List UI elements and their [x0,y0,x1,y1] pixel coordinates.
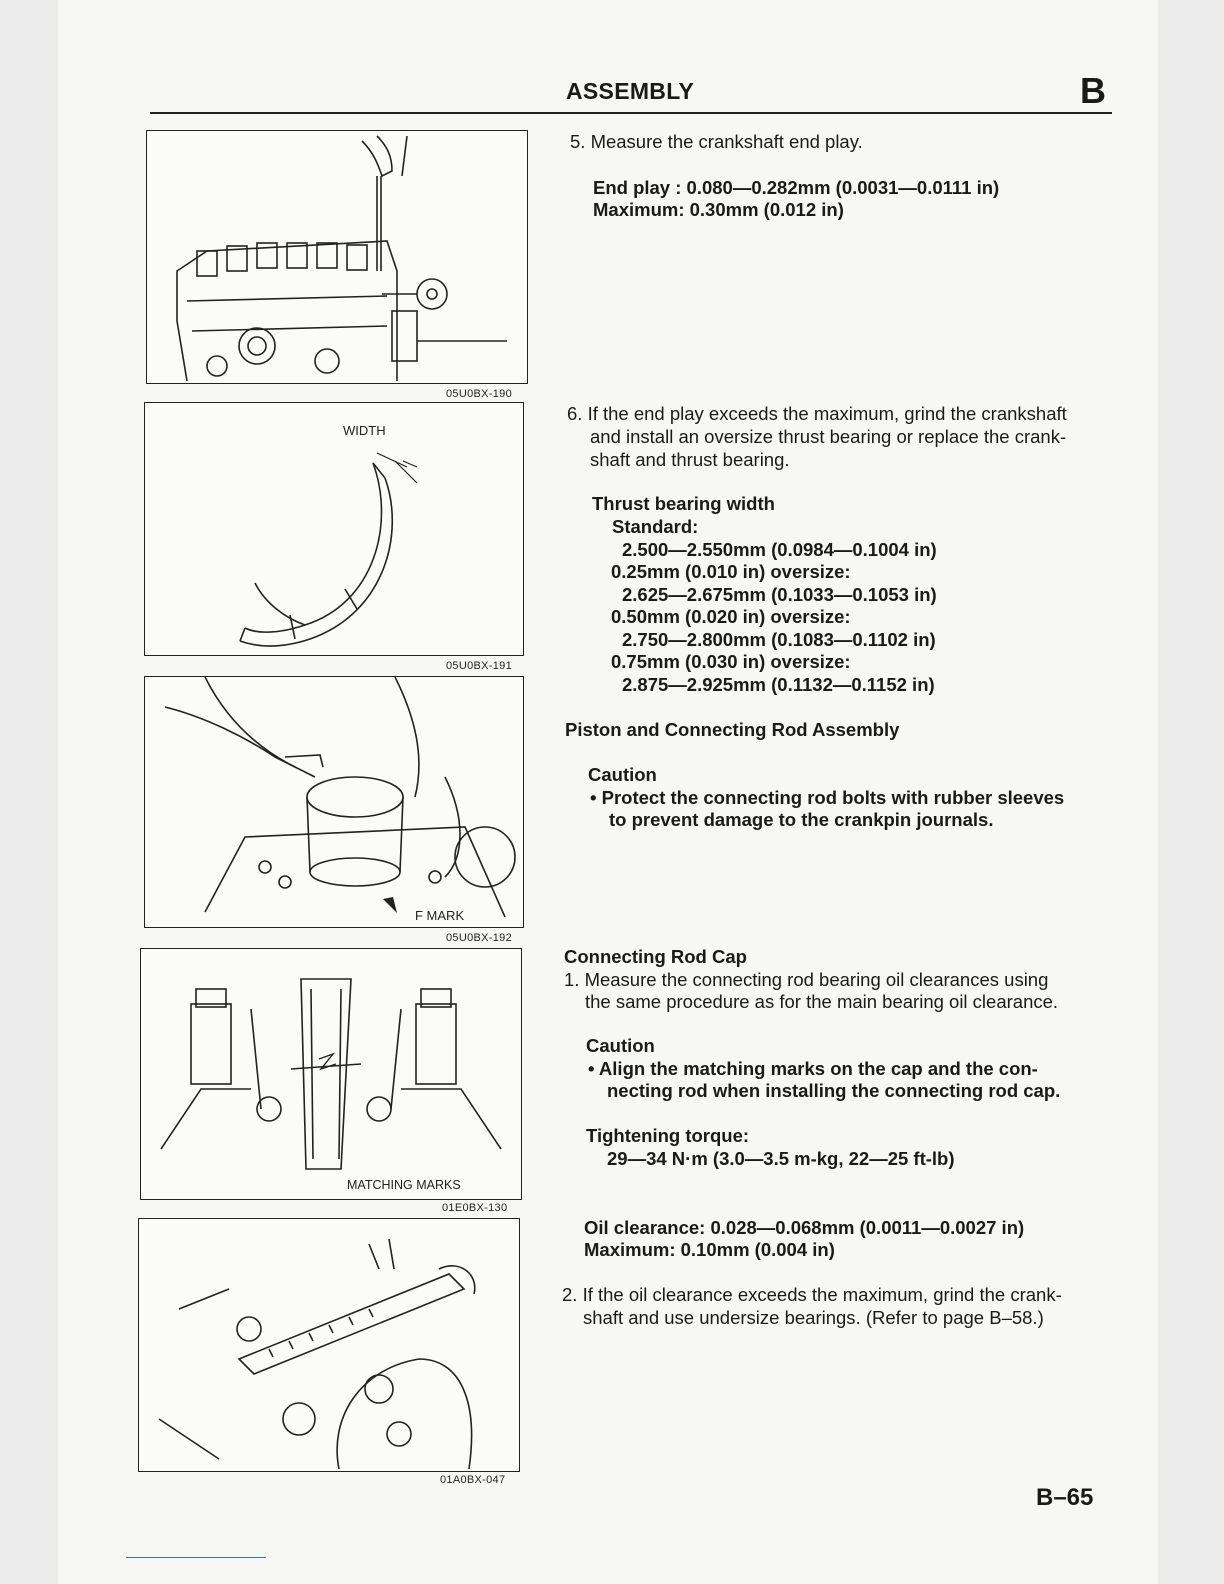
section-letter: B [1080,70,1106,111]
thrust-bearing-illustration [145,403,523,655]
link-underline [126,1557,266,1558]
end-play-max: Maximum: 0.30mm (0.012 in) [593,199,844,220]
step-5: 5. Measure the crankshaft end play. [570,131,863,152]
end-play-spec: End play : 0.080—0.282mm (0.0031—0.0111 in) [593,177,1000,198]
rodcap-caution: Caution [586,1035,655,1056]
torque-value: 29—34 N·m (3.0—3.5 m-kg, 22—25 ft-lb) [607,1148,955,1169]
rodcap-step2-line2: shaft and use undersize bearings. (Refer to page B–58.) [583,1307,1044,1328]
width-label: WIDTH [343,423,386,438]
rodcap-bullet-line1: • Align the matching marks on the cap and the con- [588,1058,1038,1079]
step-6-line3: shaft and thrust bearing. [590,449,790,470]
thrust-os3-label: 0.75mm (0.030 in) oversize: [611,651,851,672]
torque-label: Tightening torque: [586,1125,750,1146]
step-6-line2: and install an oversize thrust bearing or replace the crank- [590,426,1067,447]
rodcap-step1-line1: 1. Measure the connecting rod bearing oil clearances using [564,969,1049,990]
rodcap-bullet-line2: necting rod when installing the connecting rod cap. [607,1080,1061,1101]
connecting-rod-cap-illustration [141,949,521,1199]
piston-ring-compressor-illustration [145,677,523,927]
figure-code: 05U0BX-191 [446,660,512,672]
thrust-os2-label: 0.50mm (0.020 in) oversize: [611,606,851,627]
page-number: B–65 [1036,1484,1094,1511]
thrust-os2-value: 2.750—2.800mm (0.1083—0.1102 in) [622,629,936,650]
figure-rod-cap [140,948,522,1200]
header-rule [150,112,1112,114]
piston-bullet-line1: • Protect the connecting rod bolts with rubber sleeves [590,787,1065,808]
figure-code: 01E0BX-130 [442,1202,508,1214]
oil-clearance-max: Maximum: 0.10mm (0.004 in) [584,1239,835,1260]
figure-code: 01A0BX-047 [440,1474,506,1486]
figure-end-play [146,130,528,384]
thrust-standard-value: 2.500—2.550mm (0.0984—0.1004 in) [622,539,937,560]
f-mark-label: F MARK [415,908,465,923]
matching-marks-label: MATCHING MARKS [347,1178,461,1192]
engine-block-dial-gauge-illustration [147,131,527,383]
arrow-icon [383,897,397,913]
figure-plastigage [138,1218,520,1472]
thrust-os1-label: 0.25mm (0.010 in) oversize: [611,561,851,582]
figure-thrust-bearing [144,402,524,656]
thrust-os3-value: 2.875—2.925mm (0.1132—0.1152 in) [622,674,935,695]
rodcap-heading: Connecting Rod Cap [564,946,747,967]
figure-code: 05U0BX-192 [446,932,512,944]
piston-bullet-line2: to prevent damage to the crankpin journals. [609,809,994,830]
thrust-title: Thrust bearing width [592,493,775,514]
rodcap-step1-line2: the same procedure as for the main bearing oil clearance. [585,991,1059,1012]
figure-piston-install [144,676,524,928]
thrust-standard-label: Standard: [612,516,699,537]
oil-clearance: Oil clearance: 0.028—0.068mm (0.0011—0.0027 in) [584,1217,1025,1238]
page-title: ASSEMBLY [566,78,695,104]
piston-heading: Piston and Connecting Rod Assembly [565,719,900,740]
figure-code: 05U0BX-190 [446,388,512,400]
rodcap-step2-line1: 2. If the oil clearance exceeds the maximum, grind the crank- [562,1284,1062,1305]
plastigage-scale-illustration [139,1219,519,1471]
thrust-os1-value: 2.625—2.675mm (0.1033—0.1053 in) [622,584,937,605]
piston-caution: Caution [588,764,657,785]
step-6-line1: 6. If the end play exceeds the maximum, grind the crankshaft [567,403,1067,424]
